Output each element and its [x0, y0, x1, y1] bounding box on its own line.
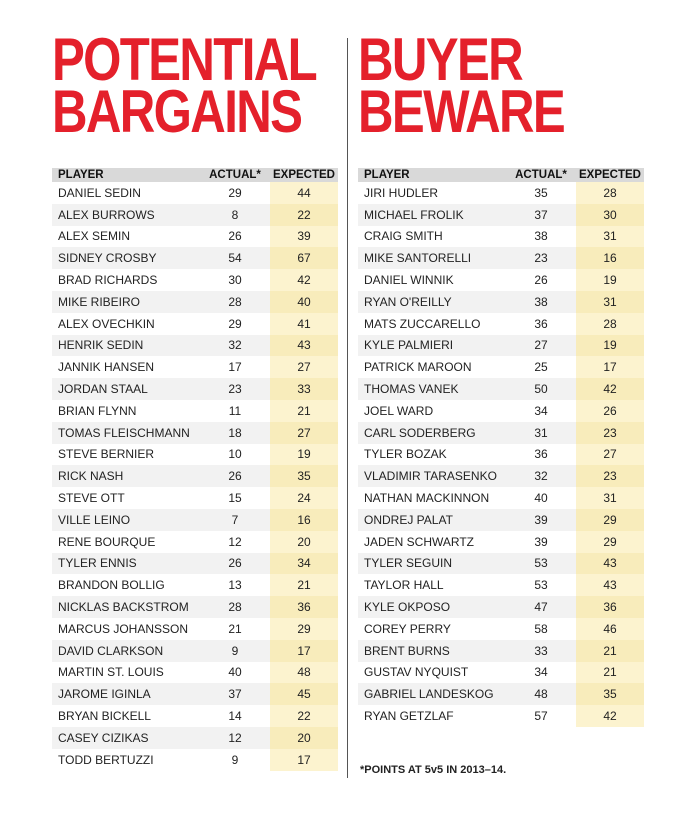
expected-points-cell: 28: [576, 313, 644, 335]
table-row: [358, 269, 644, 291]
expected-points-cell: 26: [576, 400, 644, 422]
table-row: [358, 465, 644, 487]
column-header-player: PLAYER: [358, 168, 506, 182]
expected-points-cell: 17: [576, 356, 644, 378]
table-header-row: [52, 168, 338, 182]
player-name-cell: NATHAN MACKINNON: [364, 491, 490, 506]
actual-points-cell: 23: [200, 378, 270, 400]
table-row: [52, 204, 338, 226]
table-row: [52, 313, 338, 335]
table-row: [52, 444, 338, 466]
actual-points-cell: 15: [228, 491, 242, 506]
player-name-cell: ALEX SEMIN: [58, 229, 131, 244]
column-header-player: PLAYER: [52, 168, 200, 182]
actual-points-cell: 39: [534, 534, 548, 549]
table-row: [52, 487, 338, 509]
player-name-cell: MARCUS JOHANSSON: [58, 621, 189, 636]
actual-points-cell: 35: [534, 185, 548, 200]
expected-points-cell: 44: [270, 182, 338, 204]
expected-points-cell: 42: [270, 269, 338, 291]
actual-points-cell: 54: [200, 247, 270, 269]
player-name-cell: KYLE OKPOSO: [358, 596, 506, 618]
table-row: [52, 662, 338, 684]
player-name-cell: CRAIG SMITH: [364, 229, 443, 244]
table-row: [358, 705, 644, 727]
actual-points-cell: 53: [534, 578, 548, 593]
player-name-cell: BRYAN BICKELL: [58, 709, 151, 724]
actual-points-cell: 13: [228, 578, 242, 593]
player-name-cell: BRENT BURNS: [358, 640, 506, 662]
table-row: [52, 291, 338, 313]
expected-points-cell: 17: [270, 640, 338, 662]
table-row: [52, 335, 338, 357]
actual-points-cell: 26: [228, 229, 242, 244]
player-name-cell: ONDREJ PALAT: [358, 509, 506, 531]
table-row: [358, 204, 644, 226]
expected-points-cell: 21: [576, 662, 644, 684]
expected-points-cell: 27: [270, 356, 338, 378]
actual-points-cell: 30: [228, 273, 242, 288]
actual-points-cell: 18: [200, 422, 270, 444]
table-row: [52, 705, 338, 727]
actual-points-cell: 8: [200, 204, 270, 226]
table-row: [52, 553, 338, 575]
table-row: [358, 422, 644, 444]
expected-points-cell: 21: [270, 400, 338, 422]
player-name-cell: TYLER BOZAK: [364, 447, 447, 462]
actual-points-cell: 23: [506, 247, 576, 269]
table-row: [358, 378, 644, 400]
expected-points-cell: 36: [576, 596, 644, 618]
actual-points-cell: 26: [200, 465, 270, 487]
table-row: [358, 574, 644, 596]
actual-points-cell: 38: [506, 291, 576, 313]
table-row: [52, 618, 338, 640]
player-name-cell: DANIEL SEDIN: [58, 185, 141, 200]
table-row: [358, 640, 644, 662]
table-row: [52, 400, 338, 422]
player-name-cell: CASEY CIZIKAS: [52, 727, 200, 749]
expected-points-cell: 28: [576, 182, 644, 204]
expected-points-cell: 46: [576, 618, 644, 640]
column-header-actual: ACTUAL*: [200, 168, 270, 182]
player-name-cell: RENE BOURQUE: [58, 534, 156, 549]
table-header-row: [358, 168, 644, 182]
actual-points-cell: 31: [506, 422, 576, 444]
expected-points-cell: 24: [270, 487, 338, 509]
expected-points-cell: 22: [270, 204, 338, 226]
table-row: [52, 465, 338, 487]
player-name-cell: ALEX BURROWS: [52, 204, 200, 226]
actual-points-cell: 28: [200, 596, 270, 618]
player-name-cell: PATRICK MAROON: [364, 360, 472, 375]
expected-points-cell: 16: [270, 509, 338, 531]
table-row: [52, 683, 338, 705]
table-body: [358, 182, 644, 727]
actual-points-cell: 57: [534, 709, 548, 724]
player-name-cell: GABRIEL LANDESKOG: [358, 683, 506, 705]
table-row: [358, 662, 644, 684]
player-name-cell: SIDNEY CROSBY: [52, 247, 200, 269]
table-row: [358, 487, 644, 509]
player-name-cell: TAYLOR HALL: [364, 578, 444, 593]
column-divider: [347, 38, 348, 778]
table-row: [52, 182, 338, 204]
actual-points-cell: 7: [200, 509, 270, 531]
table-row: [358, 182, 644, 204]
player-name-cell: COREY PERRY: [364, 621, 451, 636]
player-name-cell: TOMAS FLEISCHMANN: [52, 422, 200, 444]
player-name-cell: RICK NASH: [52, 465, 200, 487]
expected-points-cell: 40: [270, 291, 338, 313]
actual-points-cell: 32: [506, 465, 576, 487]
player-name-cell: DAVID CLARKSON: [52, 640, 200, 662]
actual-points-cell: 34: [534, 403, 548, 418]
player-name-cell: DANIEL WINNIK: [364, 273, 454, 288]
column-header-actual: ACTUAL*: [506, 168, 576, 182]
table-row: [52, 749, 338, 771]
expected-points-cell: 35: [576, 683, 644, 705]
table-row: [358, 553, 644, 575]
potential-bargains-table: [52, 168, 338, 771]
player-name-cell: RYAN GETZLAF: [364, 709, 454, 724]
table-row: [52, 378, 338, 400]
actual-points-cell: 33: [506, 640, 576, 662]
actual-points-cell: 26: [534, 273, 548, 288]
table-row: [52, 640, 338, 662]
table-row: [52, 596, 338, 618]
player-name-cell: STEVE OTT: [58, 491, 125, 506]
expected-points-cell: 48: [270, 662, 338, 684]
expected-points-cell: 33: [270, 378, 338, 400]
expected-points-cell: 34: [270, 553, 338, 575]
expected-points-cell: 30: [576, 204, 644, 226]
actual-points-cell: 9: [231, 752, 239, 767]
actual-points-cell: 34: [534, 665, 548, 680]
table-row: [358, 531, 644, 553]
actual-points-cell: 10: [228, 447, 242, 462]
column-header-expected: EXPECTED: [576, 168, 644, 182]
player-name-cell: GUSTAV NYQUIST: [364, 665, 469, 680]
expected-points-cell: 29: [576, 509, 644, 531]
headline-line: BEWARE: [358, 78, 565, 145]
table-row: [358, 313, 644, 335]
expected-points-cell: 43: [576, 574, 644, 596]
table-row: [358, 335, 644, 357]
expected-points-cell: 17: [270, 749, 338, 771]
actual-points-cell: 37: [200, 683, 270, 705]
player-name-cell: CARL SODERBERG: [358, 422, 506, 444]
expected-points-cell: 20: [270, 727, 338, 749]
actual-points-cell: 58: [534, 621, 548, 636]
actual-points-cell: 12: [228, 534, 242, 549]
expected-points-cell: 19: [576, 335, 644, 357]
expected-points-cell: 67: [270, 247, 338, 269]
player-name-cell: MIKE RIBEIRO: [52, 291, 200, 313]
expected-points-cell: 31: [576, 487, 644, 509]
table-row: [358, 683, 644, 705]
expected-points-cell: 31: [576, 226, 644, 248]
expected-points-cell: 23: [576, 422, 644, 444]
player-name-cell: BRIAN FLYNN: [58, 403, 137, 418]
player-name-cell: KYLE PALMIERI: [358, 335, 506, 357]
buyer-beware-panel: [358, 26, 644, 724]
expected-points-cell: 19: [576, 269, 644, 291]
actual-points-cell: 37: [506, 204, 576, 226]
actual-points-cell: 40: [228, 665, 242, 680]
headline-line: POTENTIAL: [52, 26, 317, 93]
expected-points-cell: 43: [270, 335, 338, 357]
actual-points-cell: 36: [534, 316, 548, 331]
actual-points-cell: 47: [506, 596, 576, 618]
potential-bargains-panel: [52, 26, 338, 767]
expected-points-cell: 45: [270, 683, 338, 705]
table-row: [358, 291, 644, 313]
headline-line: BUYER: [358, 26, 523, 93]
expected-points-cell: 23: [576, 465, 644, 487]
actual-points-cell: 29: [228, 316, 242, 331]
player-name-cell: JORDAN STAAL: [52, 378, 200, 400]
expected-points-cell: 16: [576, 247, 644, 269]
player-name-cell: HENRIK SEDIN: [52, 335, 200, 357]
actual-points-cell: 17: [228, 360, 242, 375]
table-row: [52, 356, 338, 378]
player-name-cell: TYLER SEGUIN: [358, 553, 506, 575]
expected-points-cell: 21: [270, 574, 338, 596]
expected-points-cell: 29: [576, 531, 644, 553]
table-row: [358, 509, 644, 531]
player-name-cell: MARTIN ST. LOUIS: [58, 665, 164, 680]
expected-points-cell: 20: [270, 531, 338, 553]
actual-points-cell: 11: [228, 403, 242, 418]
player-name-cell: MIKE SANTORELLI: [358, 247, 506, 269]
player-name-cell: TODD BERTUZZI: [58, 752, 154, 767]
actual-points-cell: 12: [200, 727, 270, 749]
expected-points-cell: 21: [576, 640, 644, 662]
expected-points-cell: 31: [576, 291, 644, 313]
buyer-beware-table: [358, 168, 644, 727]
player-name-cell: RYAN O'REILLY: [358, 291, 506, 313]
expected-points-cell: 29: [270, 618, 338, 640]
player-name-cell: TYLER ENNIS: [52, 553, 200, 575]
actual-points-cell: 53: [506, 553, 576, 575]
actual-points-cell: 48: [506, 683, 576, 705]
table-row: [52, 574, 338, 596]
table-row: [52, 531, 338, 553]
player-name-cell: BRANDON BOLLIG: [58, 578, 165, 593]
table-row: [358, 596, 644, 618]
player-name-cell: STEVE BERNIER: [58, 447, 155, 462]
actual-points-cell: 9: [200, 640, 270, 662]
table-row: [358, 618, 644, 640]
expected-points-cell: 39: [270, 226, 338, 248]
table-row: [358, 444, 644, 466]
player-name-cell: MICHAEL FROLIK: [358, 204, 506, 226]
table-row: [52, 269, 338, 291]
actual-points-cell: 14: [228, 709, 242, 724]
table-row: [358, 247, 644, 269]
table-row: [52, 226, 338, 248]
actual-points-cell: 50: [506, 378, 576, 400]
expected-points-cell: 22: [270, 705, 338, 727]
player-name-cell: JADEN SCHWARTZ: [364, 534, 475, 549]
actual-points-cell: 28: [200, 291, 270, 313]
actual-points-cell: 32: [200, 335, 270, 357]
table-row: [52, 422, 338, 444]
player-name-cell: JIRI HUDLER: [364, 185, 439, 200]
expected-points-cell: 36: [270, 596, 338, 618]
player-name-cell: VILLE LEINO: [52, 509, 200, 531]
expected-points-cell: 43: [576, 553, 644, 575]
actual-points-cell: 29: [228, 185, 242, 200]
actual-points-cell: 21: [228, 621, 242, 636]
table-row: [358, 226, 644, 248]
table-row: [358, 356, 644, 378]
actual-points-cell: 36: [534, 447, 548, 462]
buyer-beware-headline: [358, 26, 593, 146]
actual-points-cell: 39: [506, 509, 576, 531]
table-row: [52, 509, 338, 531]
actual-points-cell: 38: [534, 229, 548, 244]
player-name-cell: JOEL WARD: [364, 403, 434, 418]
potential-bargains-headline: [52, 26, 317, 146]
player-name-cell: THOMAS VANEK: [358, 378, 506, 400]
actual-points-cell: 40: [534, 491, 548, 506]
expected-points-cell: 27: [576, 444, 644, 466]
headline-line: BARGAINS: [52, 78, 302, 145]
player-name-cell: NICKLAS BACKSTROM: [52, 596, 200, 618]
player-name-cell: ALEX OVECHKIN: [58, 316, 155, 331]
table-body: [52, 182, 338, 771]
expected-points-cell: 35: [270, 465, 338, 487]
player-name-cell: BRAD RICHARDS: [58, 273, 158, 288]
expected-points-cell: 27: [270, 422, 338, 444]
actual-points-cell: 27: [506, 335, 576, 357]
footnote: *POINTS AT 5v5 IN 2013–14.: [360, 764, 507, 776]
table-row: [52, 247, 338, 269]
actual-points-cell: 25: [534, 360, 548, 375]
table-row: [358, 400, 644, 422]
expected-points-cell: 42: [576, 378, 644, 400]
player-name-cell: MATS ZUCCARELLO: [364, 316, 481, 331]
player-name-cell: VLADIMIR TARASENKO: [358, 465, 506, 487]
table-row: [52, 727, 338, 749]
player-name-cell: JAROME IGINLA: [52, 683, 200, 705]
expected-points-cell: 42: [576, 705, 644, 727]
column-header-expected: EXPECTED: [270, 168, 338, 182]
actual-points-cell: 26: [200, 553, 270, 575]
expected-points-cell: 19: [270, 444, 338, 466]
player-name-cell: JANNIK HANSEN: [58, 360, 155, 375]
expected-points-cell: 41: [270, 313, 338, 335]
